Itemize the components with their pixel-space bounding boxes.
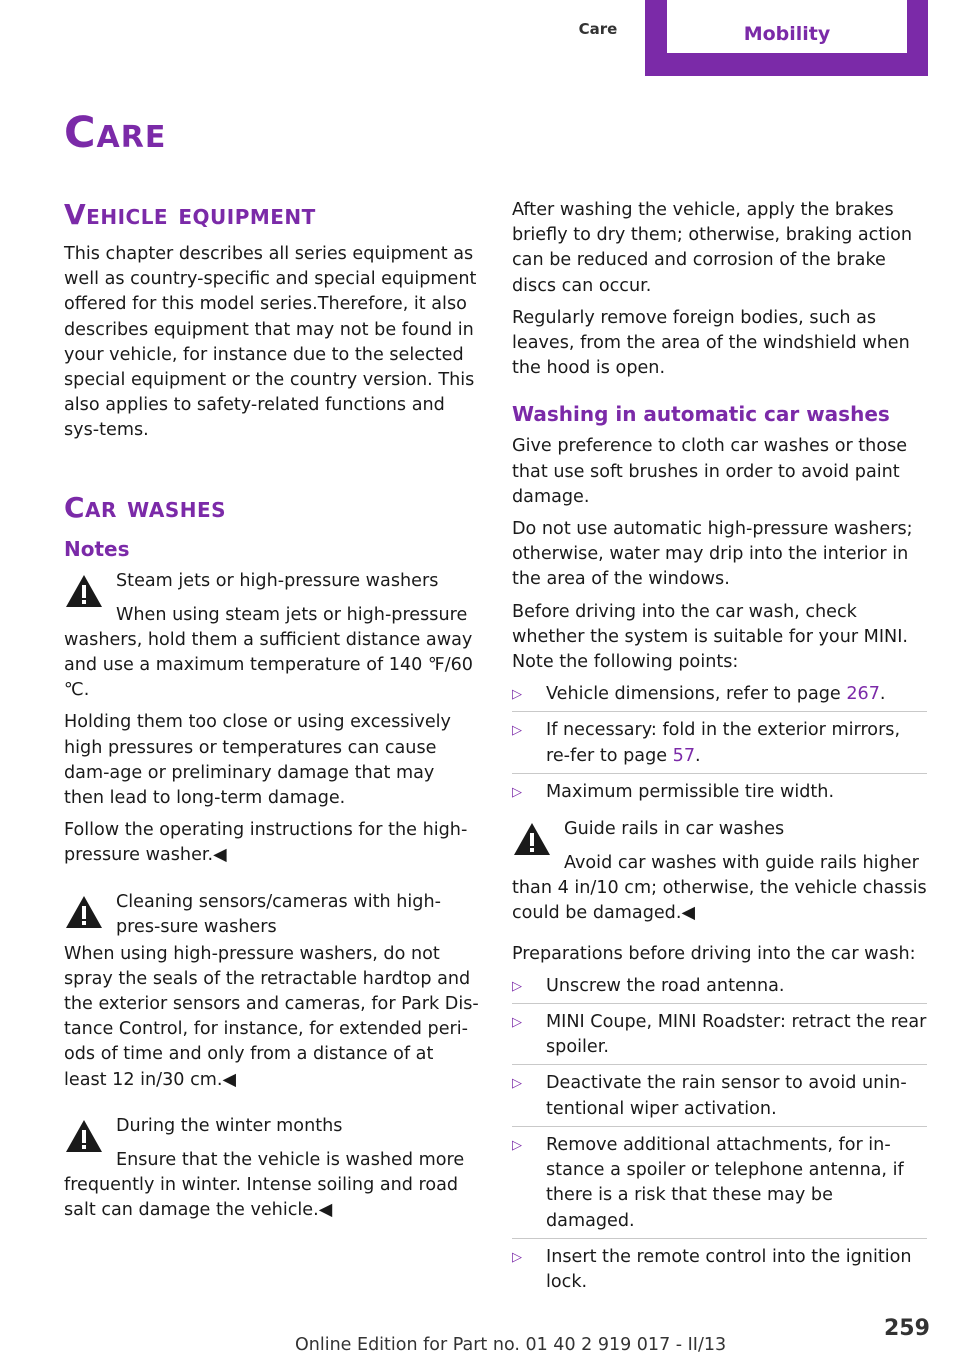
warning-title: During the winter months [116, 1115, 343, 1136]
paragraph: Before driving into the car wash, check whether the system is suitable for your MINI. Note the following points: [512, 601, 908, 673]
list-item: ▷ Deactivate the rain sensor to avoid unin‐tentional wiper activation. [512, 1073, 907, 1119]
list-arrow-icon: ▷ [512, 1076, 522, 1092]
list-arrow-icon: ▷ [512, 1137, 522, 1153]
tab-care[interactable]: Care [578, 20, 618, 38]
warning-title: Guide rails in car washes [564, 819, 785, 840]
warning-text: When using steam jets or high-pressure washers, hold them a sufficient distance away and use a maximum temperature of 140 ℉/60 ℃. [64, 604, 474, 701]
warning-cleaning-sensors [64, 890, 479, 942]
page-link[interactable]: 57 [672, 745, 696, 766]
page-link[interactable]: 267 [846, 684, 880, 705]
warning-title: Steam jets or high-pressure washers [116, 570, 439, 591]
notes-heading: Notes [64, 536, 130, 561]
vehicle-equipment-text: This chapter describes all series equipment as well as country-specific and special equipment offered for this model series.Therefore, it also describes equipment that may not be found in your vehicle, for instance due to the selected special equipment or the country version. This also applies to safety-related functions and sys‐tems. [64, 244, 477, 441]
tab-mobility[interactable] [645, 0, 928, 76]
list-arrow-icon: ▷ [512, 1015, 522, 1031]
section-heading-car-washes: Car washes [64, 490, 227, 524]
warning-title: Cleaning sensors/cameras with high-pres‐sure washers [116, 891, 441, 937]
warning-triangle-icon [512, 821, 552, 857]
list-item: ▷ Vehicle dimensions, refer to page 267. [512, 682, 927, 707]
footer-edition: Online Edition for Part no. 01 40 2 919 017 - II/13 [295, 1335, 727, 1355]
warning-triangle-icon [64, 1118, 104, 1154]
list-item: ▷ Maximum permissible tire width. [512, 780, 927, 805]
right-column [512, 198, 927, 1299]
section-heading-vehicle-equipment: Vehicle equipment [64, 198, 316, 231]
paragraph: Preparations before driving into the car wash: [512, 943, 916, 964]
warning-guide-rails [512, 817, 927, 869]
paragraph: After washing the vehicle, apply the brakes briefly to dry them; otherwise, braking action can be reduced and corrosion of the brake discs can occur. [512, 200, 913, 296]
list-arrow-icon: ▷ [512, 784, 522, 800]
list-item: ▷ Remove additional attachments, for in‐stance a spoiler or telephone antenna, if there is a risk that these may be damaged. [512, 1134, 904, 1231]
list-arrow-icon: ▷ [512, 723, 522, 739]
paragraph: Holding them too close or using excessively high pressures or temperatures can cause dam‐age or preliminary damage that may then lead to long-term damage. [64, 712, 451, 809]
page-title: Care [64, 108, 167, 158]
warning-triangle-icon [64, 573, 104, 609]
list-item: ▷ Insert the remote control into the ignition lock. [512, 1246, 912, 1292]
warning-text: Avoid car washes with guide rails higher than 4 in/10 cm; otherwise, the vehicle chassis could be damaged.◀ [512, 853, 927, 924]
list-item: ▷ MINI Coupe, MINI Roadster: retract the rear spoiler. [512, 1012, 927, 1058]
warning-winter [64, 1114, 479, 1166]
list-arrow-icon: ▷ [512, 978, 522, 994]
paragraph: Follow the operating instructions for the high-pressure washer.◀ [64, 820, 468, 866]
page-number: 259 [884, 1316, 930, 1341]
left-column [64, 198, 479, 1230]
warning-text: When using high-pressure washers, do not spray the seals of the retractable hardtop and the exterior sensors and cameras, for Park Dis‐tance Control, for instance, for extended peri‐ods of time and only from a distance of at least 12 in/30 cm.◀ [64, 943, 479, 1090]
list-arrow-icon: ▷ [512, 687, 522, 703]
list-arrow-icon: ▷ [512, 1249, 522, 1265]
warning-text: Ensure that the vehicle is washed more frequently in winter. Intense soiling and road salt can damage the vehicle.◀ [64, 1149, 465, 1221]
paragraph: Regularly remove foreign bodies, such as leaves, from the area of the windshield when the hood is open. [512, 307, 910, 379]
list-item: ▷ If necessary: fold in the exterior mirrors, re‐fer to page 57. [512, 720, 901, 766]
tab-mobility-label: Mobility [667, 0, 907, 53]
list-item: ▷ Unscrew the road antenna. [512, 974, 927, 999]
paragraph: Do not use automatic high-pressure washers; otherwise, water may drip into the interior in the area of the windows. [512, 519, 913, 590]
paragraph: Give preference to cloth car washes or those that use soft brushes in order to avoid paint damage. [512, 436, 908, 507]
warning-steam-jets [64, 569, 479, 621]
auto-wash-heading: Washing in automatic car washes [512, 402, 890, 427]
warning-triangle-icon [64, 894, 104, 930]
